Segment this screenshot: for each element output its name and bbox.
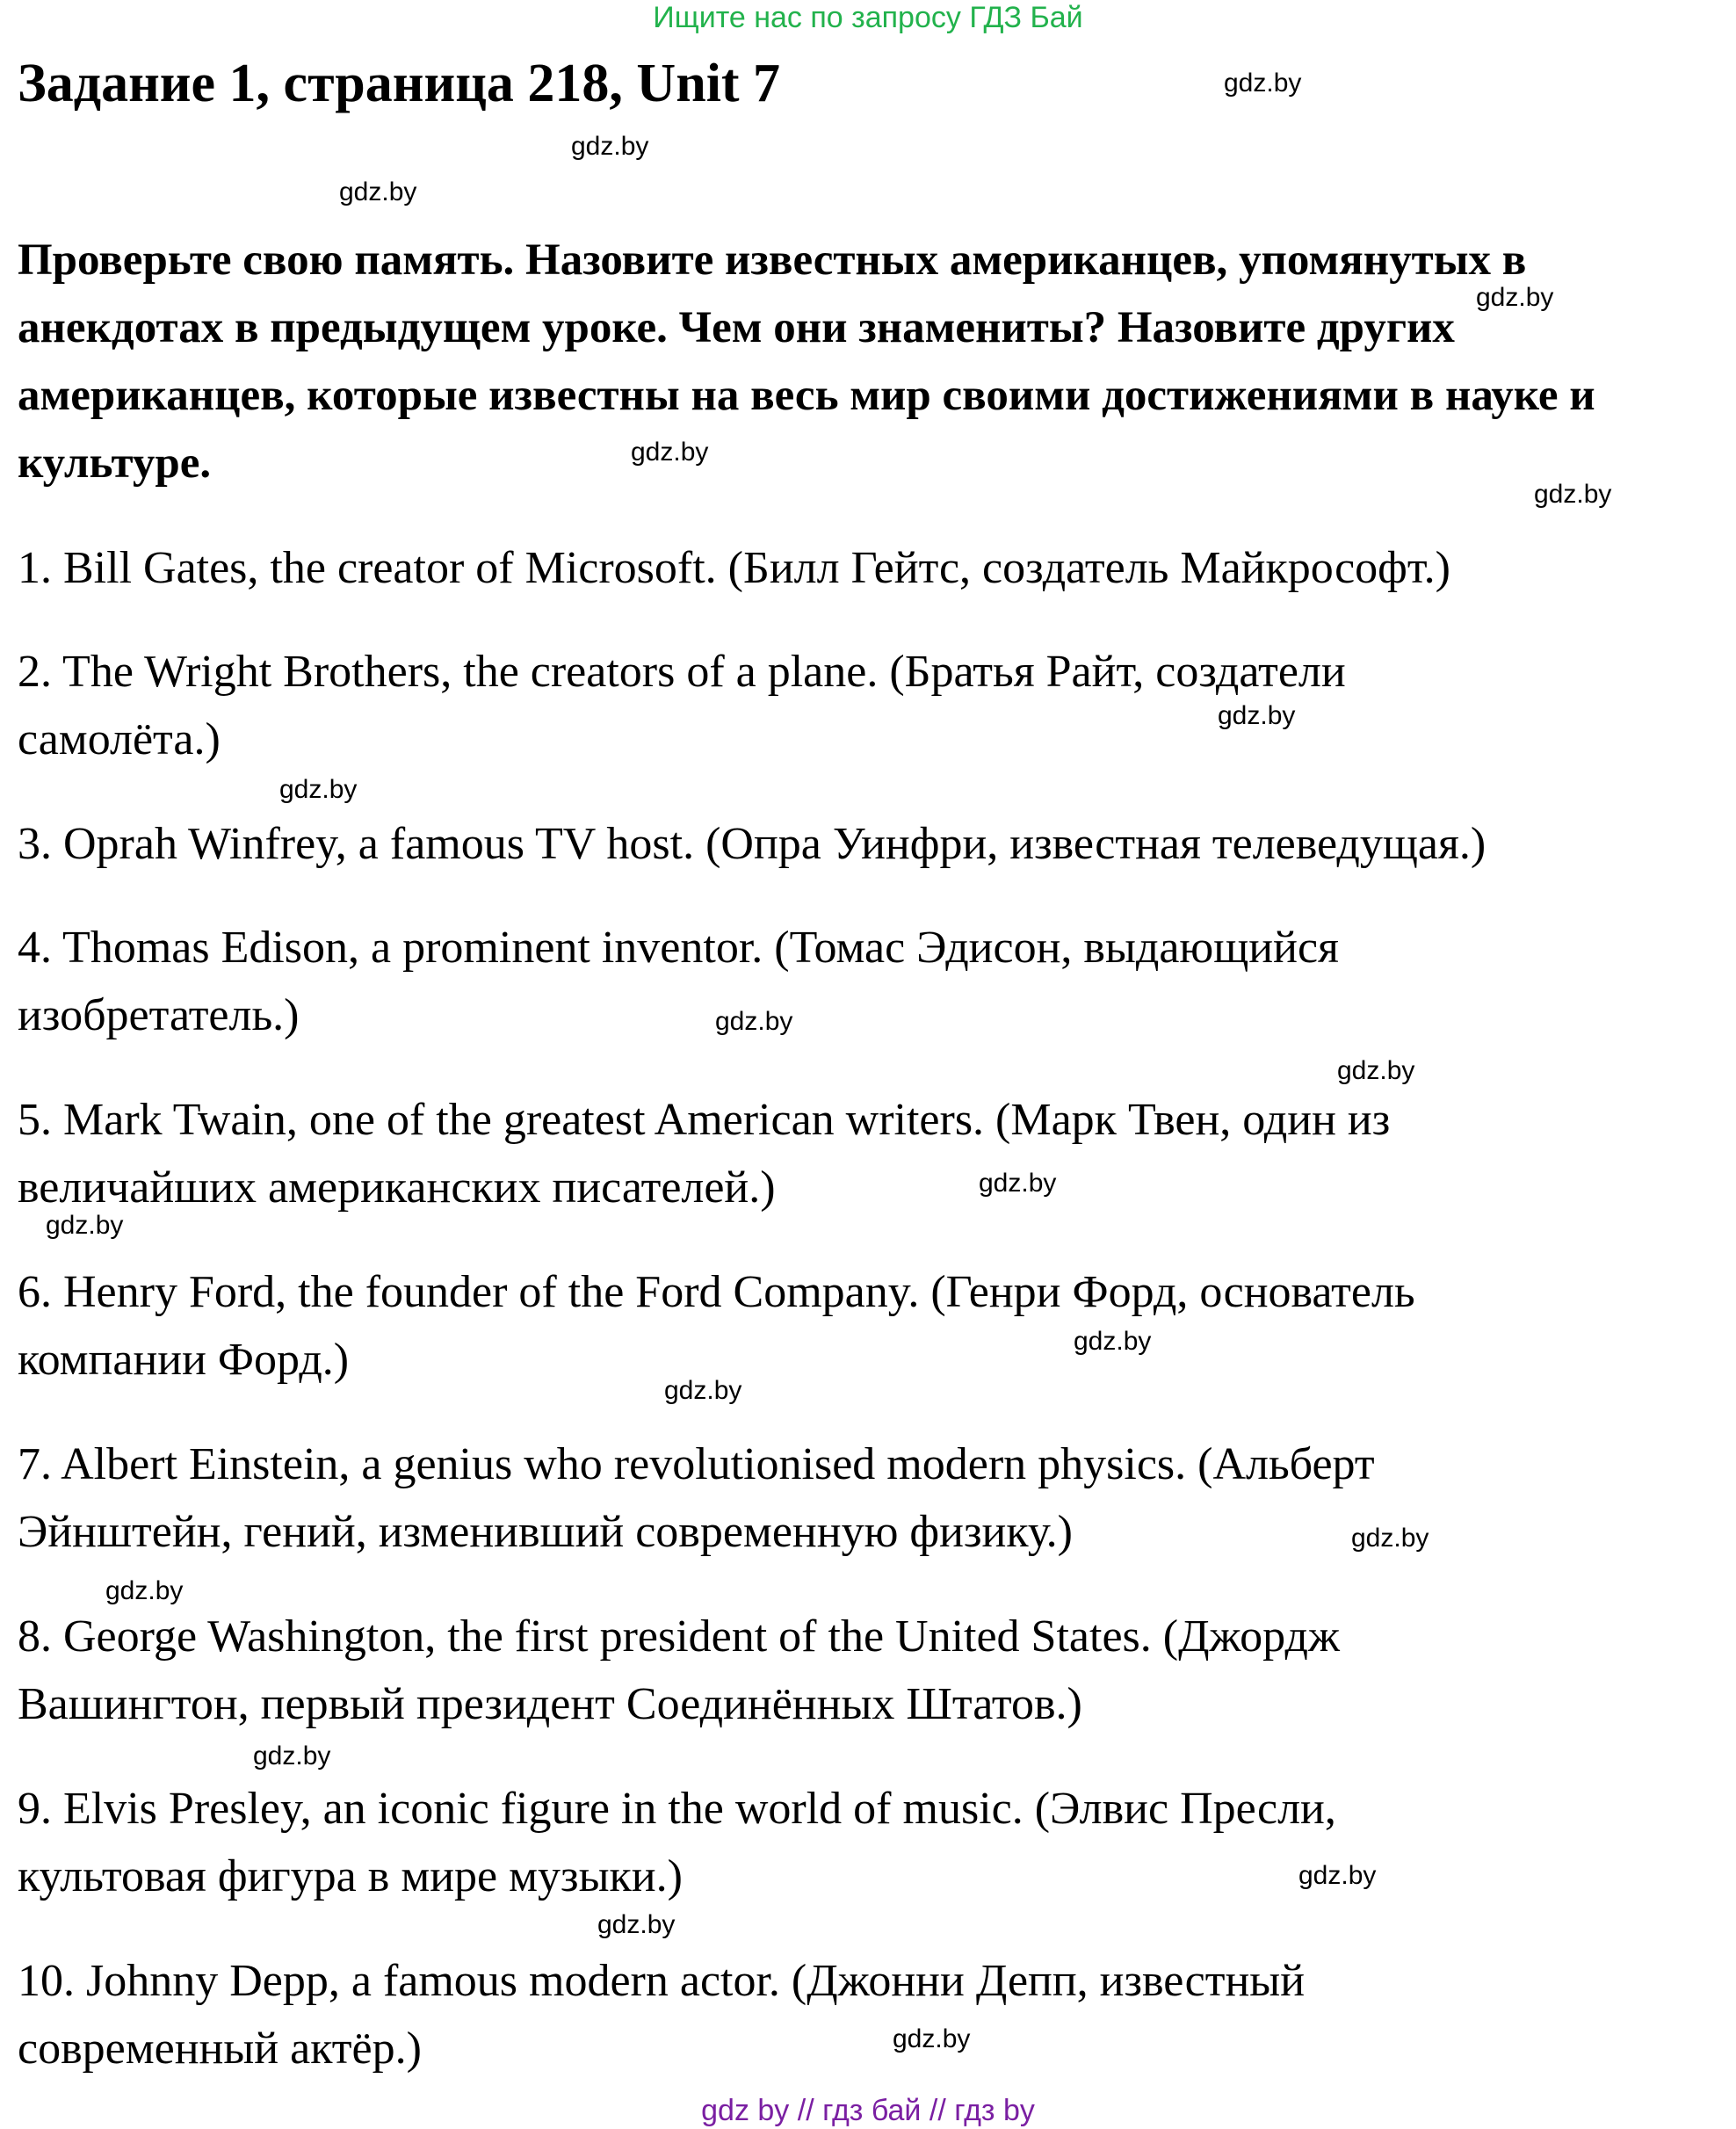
- answer-line: Эйнштейн, гений, изменивший современную физику.): [18, 1507, 1073, 1557]
- task-instructions: Проверьте свою память. Назовите известных американцев, упомянутых в анекдотах в предыдущем уроке. Чем они знамениты? Назовите других американцев, которые известны на весь мир своими достижениями в науке и культуре.: [18, 235, 1595, 488]
- watermark: gdz.by: [631, 438, 709, 467]
- watermark: gdz.by: [893, 2024, 971, 2053]
- answer-line: 4. Thomas Edison, a prominent inventor. (Томас Эдисон, выдающийся: [18, 923, 1339, 973]
- watermark: gdz.by: [664, 1376, 742, 1405]
- watermark: gdz.by: [1224, 69, 1302, 98]
- watermark: gdz.by: [979, 1169, 1057, 1198]
- watermark: gdz.by: [571, 132, 649, 161]
- answer-line: величайших американских писателей.): [18, 1162, 776, 1213]
- answer-line: компании Форд.): [18, 1335, 350, 1385]
- answer-line: современный актёр.): [18, 2024, 422, 2074]
- answer-list: [18, 534, 1722, 2119]
- answer-line: 2. The Wright Brothers, the creators of a plane. (Братья Райт, создатели: [18, 647, 1346, 697]
- watermark: gdz.by: [715, 1007, 793, 1036]
- answer-line: 10. Johnny Depp, a famous modern actor. (Джонни Депп, известный: [18, 1956, 1306, 2006]
- watermark: gdz.by: [597, 1910, 676, 1939]
- answer-line: Вашингтон, первый президент Соединённых Штатов.): [18, 1679, 1082, 1729]
- answer-line: культовая фигура в мире музыки.): [18, 1851, 683, 1901]
- answer-line: 9. Elvis Presley, an iconic figure in the world of music. (Элвис Пресли,: [18, 1784, 1336, 1834]
- watermark: gdz.by: [279, 775, 358, 804]
- watermark: gdz.by: [1534, 480, 1612, 509]
- watermark: gdz.by: [339, 177, 417, 206]
- answer-line: 3. Oprah Winfrey, a famous TV host. (Опра Уинфри, известная телеведущая.): [18, 819, 1486, 869]
- list-item: [18, 810, 1722, 914]
- list-item: [18, 1430, 1722, 1603]
- watermark: gdz.by: [46, 1211, 124, 1240]
- page-title: Задание 1, страница 218, Unit 7: [18, 54, 781, 113]
- watermark: gdz.by: [1218, 701, 1296, 730]
- answer-line: 8. George Washington, the first president of the United States. (Джордж: [18, 1611, 1340, 1662]
- list-item: [18, 534, 1722, 638]
- list-item: [18, 638, 1722, 810]
- list-item: [18, 1258, 1722, 1430]
- watermark: gdz.by: [1476, 283, 1554, 312]
- answer-line: изобретатель.): [18, 990, 300, 1040]
- watermark: gdz.by: [1337, 1056, 1415, 1085]
- answer-line: 1. Bill Gates, the creator of Microsoft. (Билл Гейтс, создатель Майкрософт.): [18, 543, 1450, 593]
- watermark: gdz.by: [105, 1576, 184, 1605]
- answer-line: 5. Mark Twain, one of the greatest American writers. (Марк Твен, один из: [18, 1095, 1391, 1145]
- answer-line: самолёта.): [18, 714, 221, 764]
- answer-line: 6. Henry Ford, the founder of the Ford Company. (Генри Форд, основатель: [18, 1267, 1415, 1317]
- watermark: gdz.by: [1298, 1861, 1377, 1890]
- answer-line: 7. Albert Einstein, a genius who revolutionised modern physics. (Альберт: [18, 1439, 1375, 1489]
- watermark: gdz.by: [253, 1742, 331, 1771]
- watermark: gdz.by: [1351, 1524, 1429, 1553]
- top-banner: Ищите нас по запросу ГДЗ Бай: [653, 1, 1083, 34]
- footer-links[interactable]: gdz by // гдз бай // гдз by: [701, 2094, 1035, 2127]
- watermark: gdz.by: [1074, 1327, 1152, 1356]
- list-item: [18, 1775, 1722, 1947]
- list-item: [18, 1086, 1722, 1258]
- list-item: [18, 914, 1722, 1086]
